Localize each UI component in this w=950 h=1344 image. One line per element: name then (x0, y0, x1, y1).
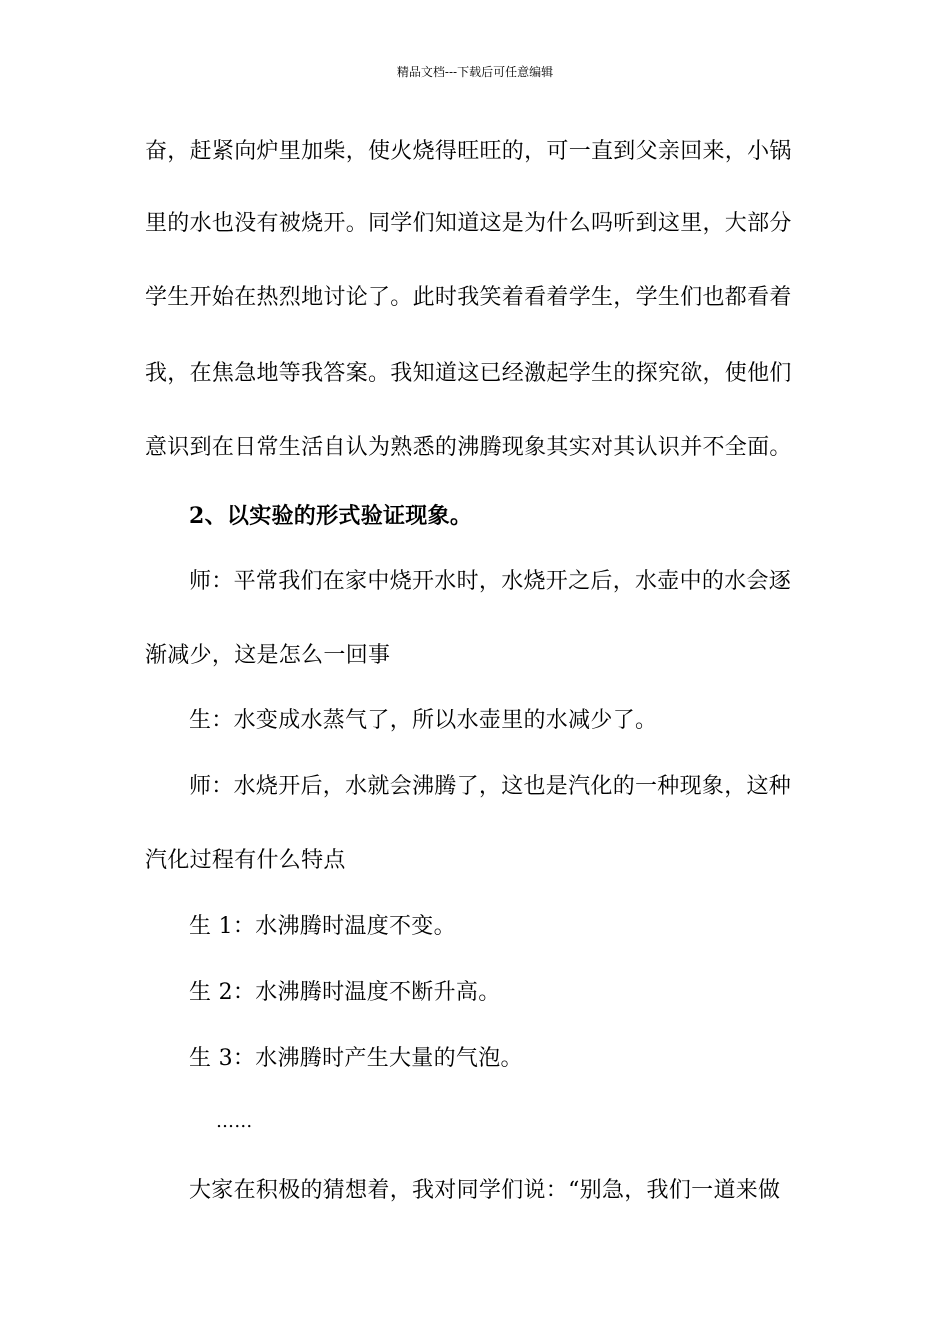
dialogue-student-b: 生 2：水沸腾时温度不断升高。 (189, 980, 501, 1005)
dialogue-teacher-1: 师：平常我们在家中烧开水时，水烧开之后，水壶中的水会逐 (189, 569, 792, 594)
page-header: 精品文档---下载后可任意编辑 (396, 65, 554, 79)
body-line-3: 学生开始在热烈地讨论了。此时我笑着看着学生，学生们也都看着 (145, 285, 792, 310)
body-line-2: 里的水也没有被烧开。同学们知道这是为什么吗听到这里，大部分 (145, 211, 792, 236)
dialogue-teacher-2-cont: 汽化过程有什么特点 (145, 848, 346, 873)
dialogue-student-c: 生 3：水沸腾时产生大量的气泡。 (189, 1046, 523, 1071)
ellipsis-line: …… (216, 1111, 253, 1132)
body-line-4: 我，在焦急地等我答案。我知道这已经激起学生的探究欲，使他们 (145, 361, 792, 386)
body-line-5: 意识到在日常生活自认为熟悉的沸腾现象其实对其认识并不全面。 (145, 435, 792, 460)
dialogue-student-1: 生：水变成水蒸气了，所以水壶里的水减少了。 (189, 708, 658, 733)
body-line-1: 奋，赶紧向炉里加柴，使火烧得旺旺的，可一直到父亲回来，小锅 (145, 139, 792, 164)
dialogue-teacher-1-cont: 渐减少，这是怎么一回事 (145, 643, 391, 668)
body-line-last: 大家在积极的猜想着，我对同学们说：“别急，我们一道来做 (189, 1178, 781, 1203)
dialogue-student-a: 生 1：水沸腾时温度不变。 (189, 914, 456, 939)
section-heading: 2、以实验的形式验证现象。 (189, 503, 473, 529)
dialogue-teacher-2: 师：水烧开后，水就会沸腾了，这也是汽化的一种现象，这种 (189, 774, 792, 799)
